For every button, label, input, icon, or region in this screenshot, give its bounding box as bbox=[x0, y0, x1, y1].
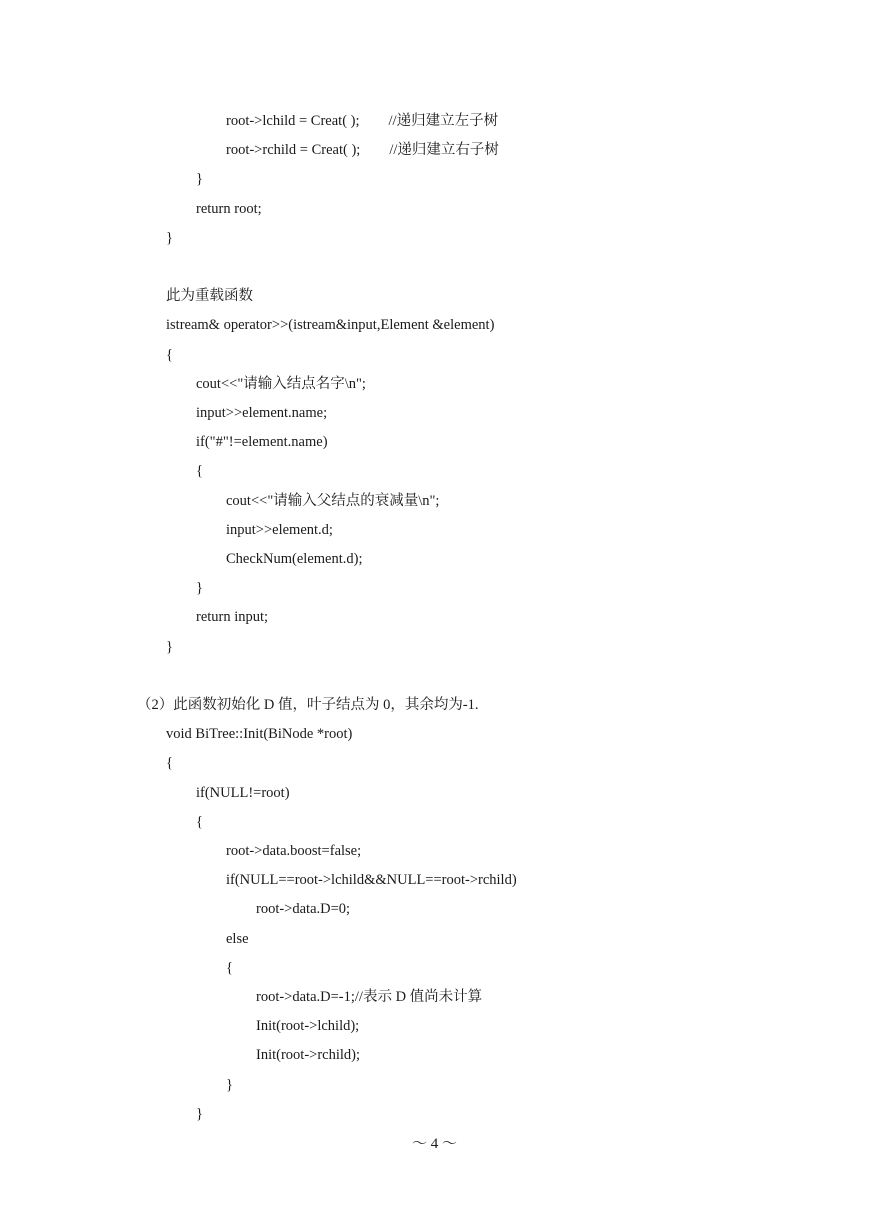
code-line: return input; bbox=[196, 609, 269, 626]
code-line: （2）此函数初始化 D 值，叶子结点为 0，其余均为-1. bbox=[137, 697, 479, 713]
code-line: cout<<"请输入结点名字\n"; bbox=[196, 375, 366, 392]
code-line: 此为重载函数 bbox=[166, 288, 253, 305]
code-line: { bbox=[166, 755, 173, 772]
code-line: if(NULL!=root) bbox=[196, 784, 290, 801]
code-line: root->rchild = Creat( ); //递归建立右子树 bbox=[226, 142, 499, 159]
code-line: root->data.D=-1;//表示 D 值尚未计算 bbox=[256, 989, 483, 1005]
code-line: else bbox=[226, 930, 249, 947]
code-line: cout<<"请输入父结点的衰减量\n"; bbox=[226, 492, 440, 509]
code-line: { bbox=[196, 463, 203, 480]
code-line: } bbox=[226, 1076, 233, 1093]
code-line: Init(root->lchild); bbox=[256, 1018, 360, 1035]
code-line: istream& operator>>(istream&input,Element &element) bbox=[166, 317, 495, 334]
code-line: } bbox=[196, 171, 203, 188]
code-line: { bbox=[226, 959, 233, 976]
code-line: root->data.D=0; bbox=[256, 901, 351, 918]
code-line: return root; bbox=[196, 200, 262, 217]
code-line: input>>element.name; bbox=[196, 405, 328, 421]
code-line: root->data.boost=false; bbox=[226, 843, 362, 859]
page-number: ～ 4 ～ bbox=[411, 1136, 457, 1152]
code-line: void BiTree::Init(BiNode *root) bbox=[166, 726, 353, 743]
code-line: } bbox=[166, 638, 173, 655]
code-line: { bbox=[196, 813, 203, 830]
code-line: root->lchild = Creat( ); //递归建立左子树 bbox=[226, 113, 499, 129]
code-line: CheckNum(element.d); bbox=[226, 551, 363, 567]
code-line: } bbox=[196, 580, 203, 597]
code-line: if(NULL==root->lchild&&NULL==root->rchild) bbox=[226, 872, 517, 889]
code-line: input>>element.d; bbox=[226, 521, 333, 538]
code-line: Init(root->rchild); bbox=[256, 1047, 361, 1064]
code-line: { bbox=[166, 346, 173, 363]
code-line: } bbox=[196, 1105, 203, 1122]
code-line: } bbox=[166, 229, 173, 246]
code-line: if("#"!=element.name) bbox=[196, 434, 328, 451]
